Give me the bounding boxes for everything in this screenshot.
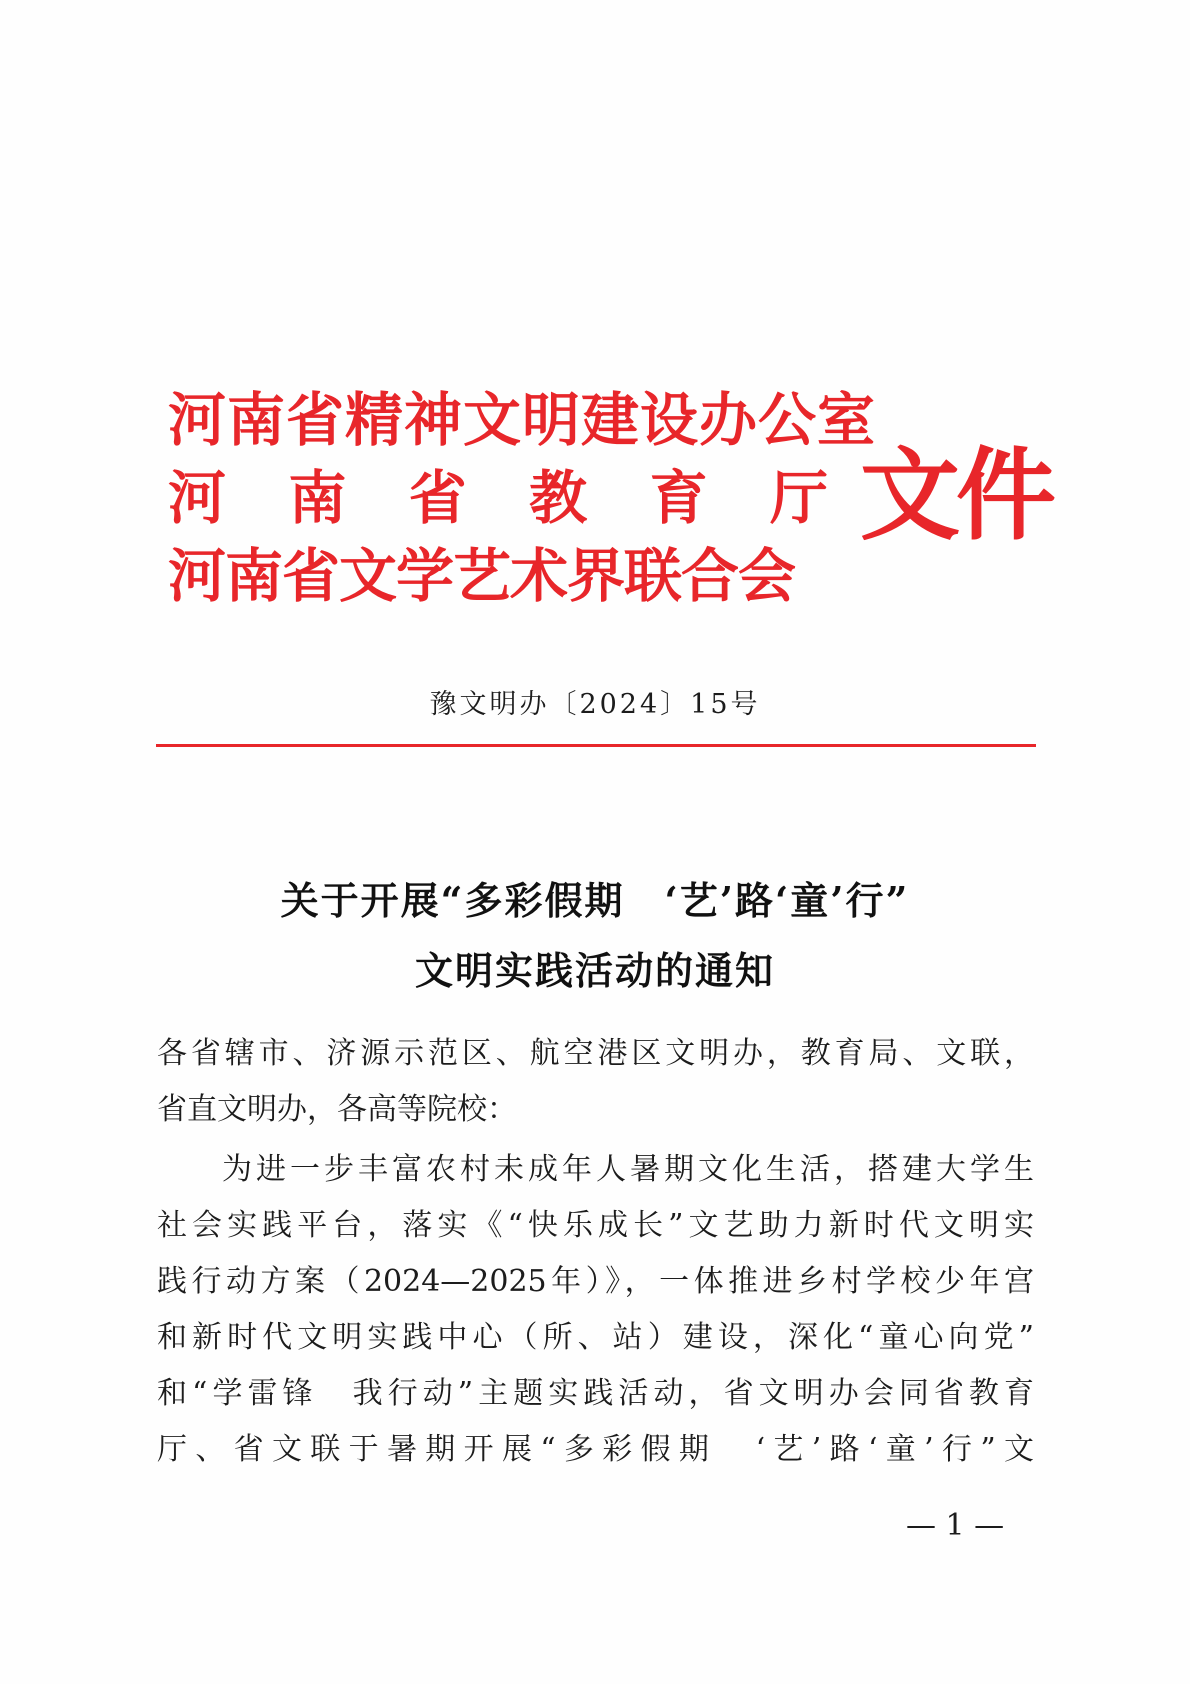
body-line: 为进一步丰富农村未成年人暑期文化生活，搭建大学生 — [222, 1152, 1034, 1187]
issuer-line-2 — [168, 466, 828, 530]
body-line: 践行动方案（2024—2025年）》，一体推进乡村学校少年宫 — [157, 1264, 1034, 1299]
document-type-mark: 文件 — [860, 436, 1052, 554]
body-line: 厅、省文联于暑期开展“多彩假期 ‘艺’路‘童’行”文 — [157, 1432, 1034, 1467]
red-divider — [156, 744, 1036, 747]
document-number: 豫文明办〔2024〕15号 — [429, 689, 761, 720]
issuer-line-2-char: 育 — [649, 464, 708, 532]
issuer-line-3: 河南省文学艺术界联合会 — [168, 542, 796, 610]
issuer-header — [168, 386, 1052, 618]
body-line: 和新时代文明实践中心（所、站）建设，深化“童心向党” — [157, 1320, 1034, 1355]
issuer-line-2-char: 厅 — [769, 464, 828, 532]
body-line: 社会实践平台，落实《“快乐成长”文艺助力新时代文明实 — [157, 1208, 1034, 1243]
document-title-line-1: 关于开展“多彩假期 ‘艺’路‘童’行” — [280, 878, 910, 923]
issuer-line-2-char: 南 — [288, 464, 347, 532]
addressee-line-1: 各省辖市、济源示范区、航空港区文明办，教育局、文联， — [157, 1036, 1034, 1071]
document-title-line-2: 文明实践活动的通知 — [414, 948, 775, 993]
body-line: 和“学雷锋 我行动”主题实践活动，省文明办会同省教育 — [157, 1376, 1034, 1411]
page-number: — 1 — — [906, 1508, 1005, 1543]
issuer-line-1: 河南省精神文明建设办公室 — [168, 386, 877, 454]
issuer-line-2-char: 河 — [168, 464, 227, 532]
issuer-line-2-char: 省 — [408, 464, 467, 532]
issuer-line-2-char: 教 — [529, 464, 588, 532]
addressee-line-2: 省直文明办，各高等院校： — [157, 1092, 517, 1127]
